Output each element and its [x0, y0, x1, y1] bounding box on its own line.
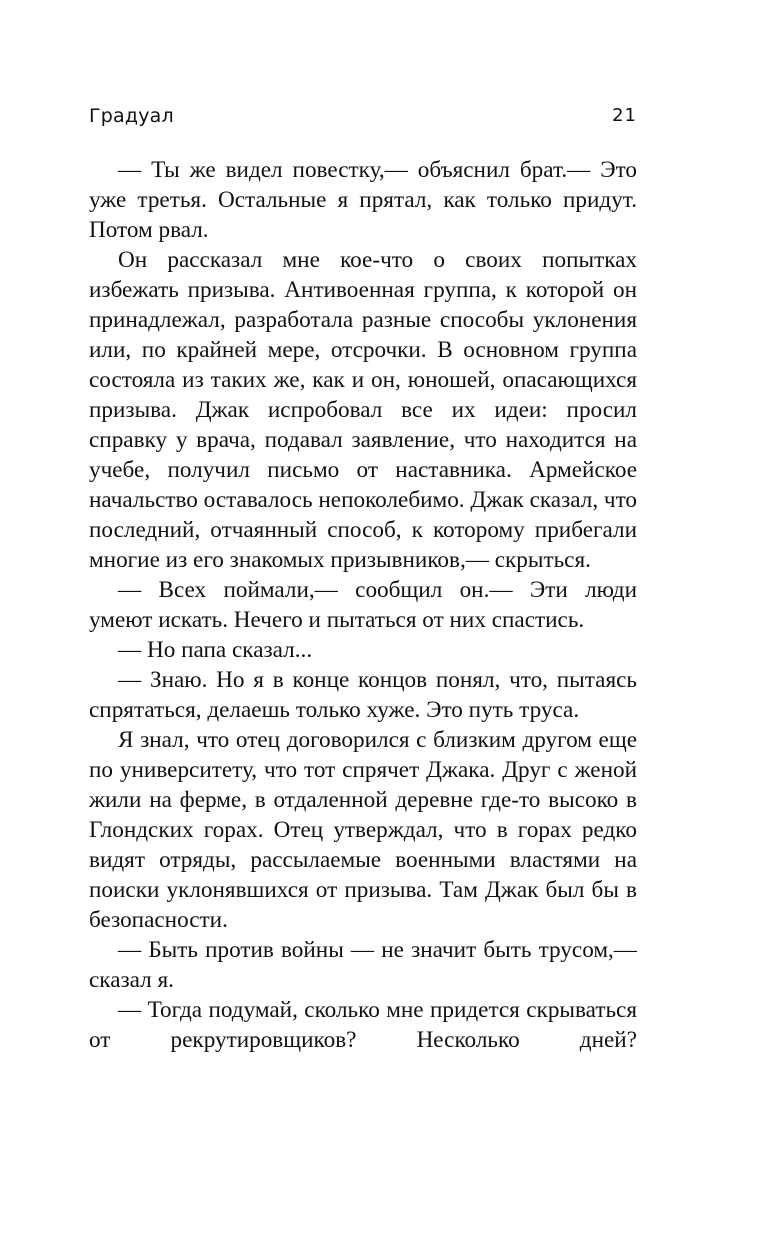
- paragraph: — Но папа сказал...: [118, 637, 313, 663]
- text-body: [89, 155, 637, 1055]
- paragraph: — Всех поймали,— сообщил он.— Эти люди умеют искать. Нечего и пытаться от них спастись.: [89, 577, 637, 633]
- running-head: [89, 102, 637, 130]
- paragraph: — Быть против войны — не значит быть трусом,— сказал я.: [89, 937, 637, 993]
- paragraph: — Знаю. Но я в конце концов понял, что, пытаясь спрятаться, делаешь только хуже. Это путь труса.: [89, 667, 637, 723]
- book-title: Градуал: [89, 105, 174, 127]
- paragraph: — Тогда подумай, сколько мне придется скрываться от рекрутировщиков? Несколько дней?: [89, 997, 637, 1053]
- page-number: 21: [612, 105, 637, 126]
- paragraph: — Ты же видел повестку,— объяснил брат.— Это уже третья. Остальные я прятал, как только придут. Потом рвал.: [89, 157, 637, 243]
- paragraph: Он рассказал мне кое-что о своих попытках избежать призыва. Антивоенная группа, к которой он принадлежал, разработала разные способы уклонения или, по крайней мере, отсрочки. В основном группа состояла из таких же, как и он, юношей, опасающихся призыва. Джак испробовал все их идеи: просил справку у врача, подавал заявление, что находится на учебе, получил письмо от наставника. Армейское начальство оставалось непоколебимо. Джак сказал, что последний, отчаянный способ, к которому прибегали многие из его знакомых призывников,— скрыться.: [89, 247, 637, 573]
- paragraph: Я знал, что отец договорился с близким другом еще по университету, что тот спрячет Джака. Друг с женой жили на ферме, в отдаленной деревне где-то высоко в Глондских горах. Отец утверждал, что в горах редко видят отряды, рассылаемые военными властями на поиски уклонявшихся от призыва. Там Джак был бы в безопасности.: [89, 727, 637, 933]
